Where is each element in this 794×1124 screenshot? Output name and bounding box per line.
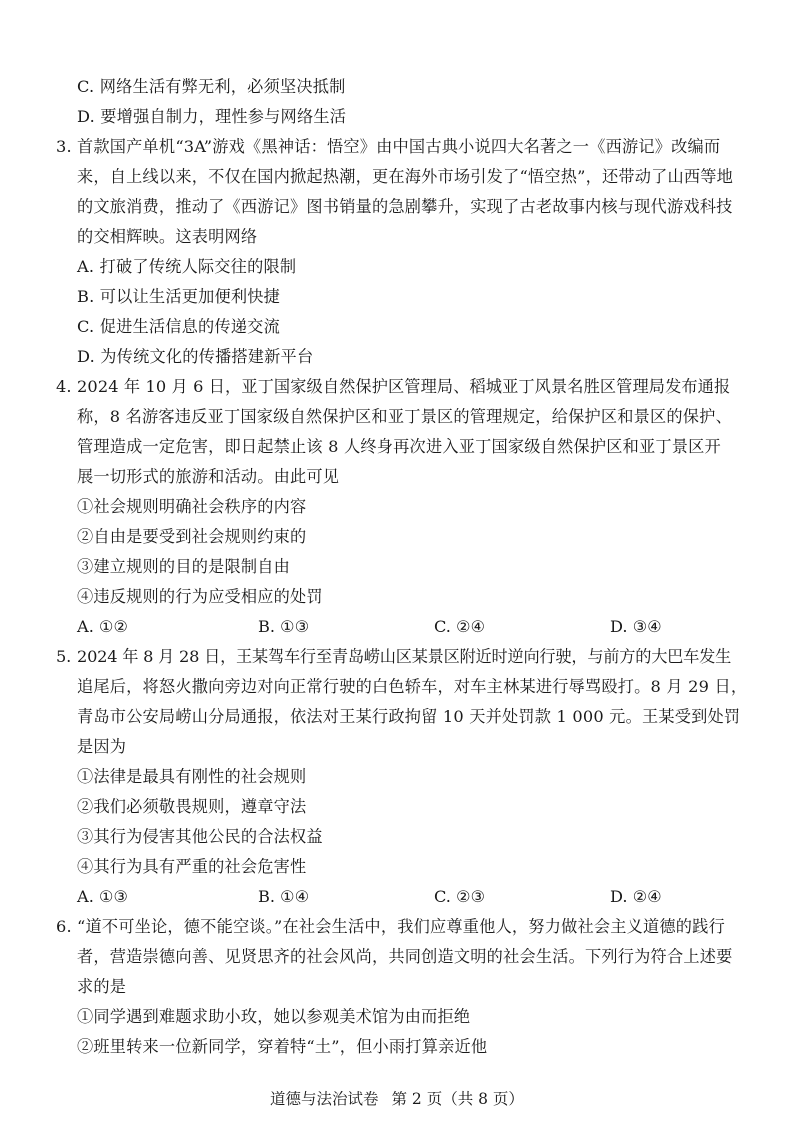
q5-choice-c: C. ②③	[434, 887, 486, 906]
q3-option-c: C. 促进生活信息的传递交流	[77, 317, 280, 336]
footer-page-number: 第 2 页（共 8 页）	[391, 1090, 524, 1108]
q5-statement-2: ②我们必须敬畏规则，遵章守法	[77, 797, 307, 816]
q3-stem-line-3: 的文旅消费，推动了《西游记》图书销量的急剧攀升，实现了古老故事内核与现代游戏科技	[77, 197, 733, 216]
q5-choice-a: A. ①③	[77, 887, 129, 906]
q5-stem-line-4: 是因为	[77, 737, 127, 756]
q3-stem-line-2: 来，自上线以来，不仅在国内掀起热潮，更在海外市场引发了“悟空热”，还带动了山西等地	[77, 167, 734, 186]
q5-stem-line-3: 青岛市公安局崂山分局通报，依法对王某行政拘留 10 天并处罚款 1 000 元。王某受到处罚	[77, 707, 741, 726]
q3-option-b: B. 可以让生活更加便利快捷	[77, 287, 281, 306]
q6-stem-line-2: 者，营造崇德向善、见贤思齐的社会风尚，共同创造文明的社会生活。下列行为符合上述要	[77, 947, 733, 966]
q5-statement-1: ①法律是最具有刚性的社会规则	[77, 767, 307, 786]
q3-stem-line-1: 3. 首款国产单机“3A”游戏《黑神话：悟空》由中国古典小说四大名著之一《西游记》改编而	[56, 137, 721, 156]
q5-stem-line-2: 追尾后，将怒火撒向旁边对向正常行驶的白色轿车，对车主林某进行辱骂殴打。8 月 29 日，	[77, 677, 748, 696]
q5-choice-b: B. ①④	[258, 887, 310, 906]
q3-option-d: D. 为传统文化的传播搭建新平台	[77, 347, 314, 366]
q4-choice-b: B. ①③	[258, 617, 310, 636]
q3-option-a: A. 打破了传统人际交往的限制	[77, 257, 297, 276]
q5-statement-4: ④其行为具有严重的社会危害性	[77, 857, 307, 876]
q4-statement-1: ①社会规则明确社会秩序的内容	[77, 497, 307, 516]
q3-number: 3.	[56, 137, 72, 156]
q4-stem-line-2: 称，8 名游客违反亚丁国家级自然保护区和亚丁景区的管理规定，给保护区和景区的保护、	[77, 407, 732, 426]
q2-option-d: D. 要增强自制力，理性参与网络生活	[77, 107, 347, 126]
q2-option-c: C. 网络生活有弊无利，必须坚决抵制	[77, 77, 346, 96]
q5-statement-3: ③其行为侵害其他公民的合法权益	[77, 827, 323, 846]
q4-stem-line-3: 管理造成一定危害，即日起禁止该 8 人终身再次进入亚丁国家级自然保护区和亚丁景区开	[77, 437, 721, 456]
q4-choice-c: C. ②④	[434, 617, 486, 636]
q4-choice-d: D. ③④	[610, 617, 662, 636]
q6-statement-1: ①同学遇到难题求助小玫，她以参观美术馆为由而拒绝	[77, 1007, 471, 1026]
q5-number: 5.	[56, 647, 72, 666]
q4-choices	[77, 616, 727, 638]
q6-stem-line-3: 求的是	[77, 977, 127, 996]
q4-statement-2: ②自由是要受到社会规则约束的	[77, 527, 307, 546]
q6-stem-line-1: 6. “道不可坐论，德不能空谈。”在社会生活中，我们应尊重他人，努力做社会主义道德的践行	[56, 917, 725, 936]
q4-statement-4: ④违反规则的行为应受相应的处罚	[77, 587, 323, 606]
q5-choices	[77, 886, 727, 908]
q3-stem-line-4: 的交相辉映。这表明网络	[77, 227, 258, 246]
page-footer	[0, 1089, 794, 1109]
q4-statement-3: ③建立规则的目的是限制自由	[77, 557, 291, 576]
q4-number: 4.	[56, 377, 72, 396]
footer-subject: 道德与法治试卷	[270, 1090, 379, 1108]
q4-stem-line-4: 展一切形式的旅游和活动。由此可见	[77, 467, 340, 486]
q4-choice-a: A. ①②	[77, 617, 129, 636]
q6-statement-2: ②班里转来一位新同学，穿着特“土”，但小雨打算亲近他	[77, 1037, 488, 1056]
q5-stem-line-1: 5. 2024 年 8 月 28 日，王某驾车行至青岛崂山区某景区附近时逆向行驶，与前方的大巴车发生	[56, 647, 732, 666]
q5-choice-d: D. ②④	[610, 887, 662, 906]
q4-stem-line-1: 4. 2024 年 10 月 6 日，亚丁国家级自然保护区管理局、稻城亚丁风景名胜区管理局发布通报	[56, 377, 731, 396]
q6-number: 6.	[56, 917, 72, 936]
